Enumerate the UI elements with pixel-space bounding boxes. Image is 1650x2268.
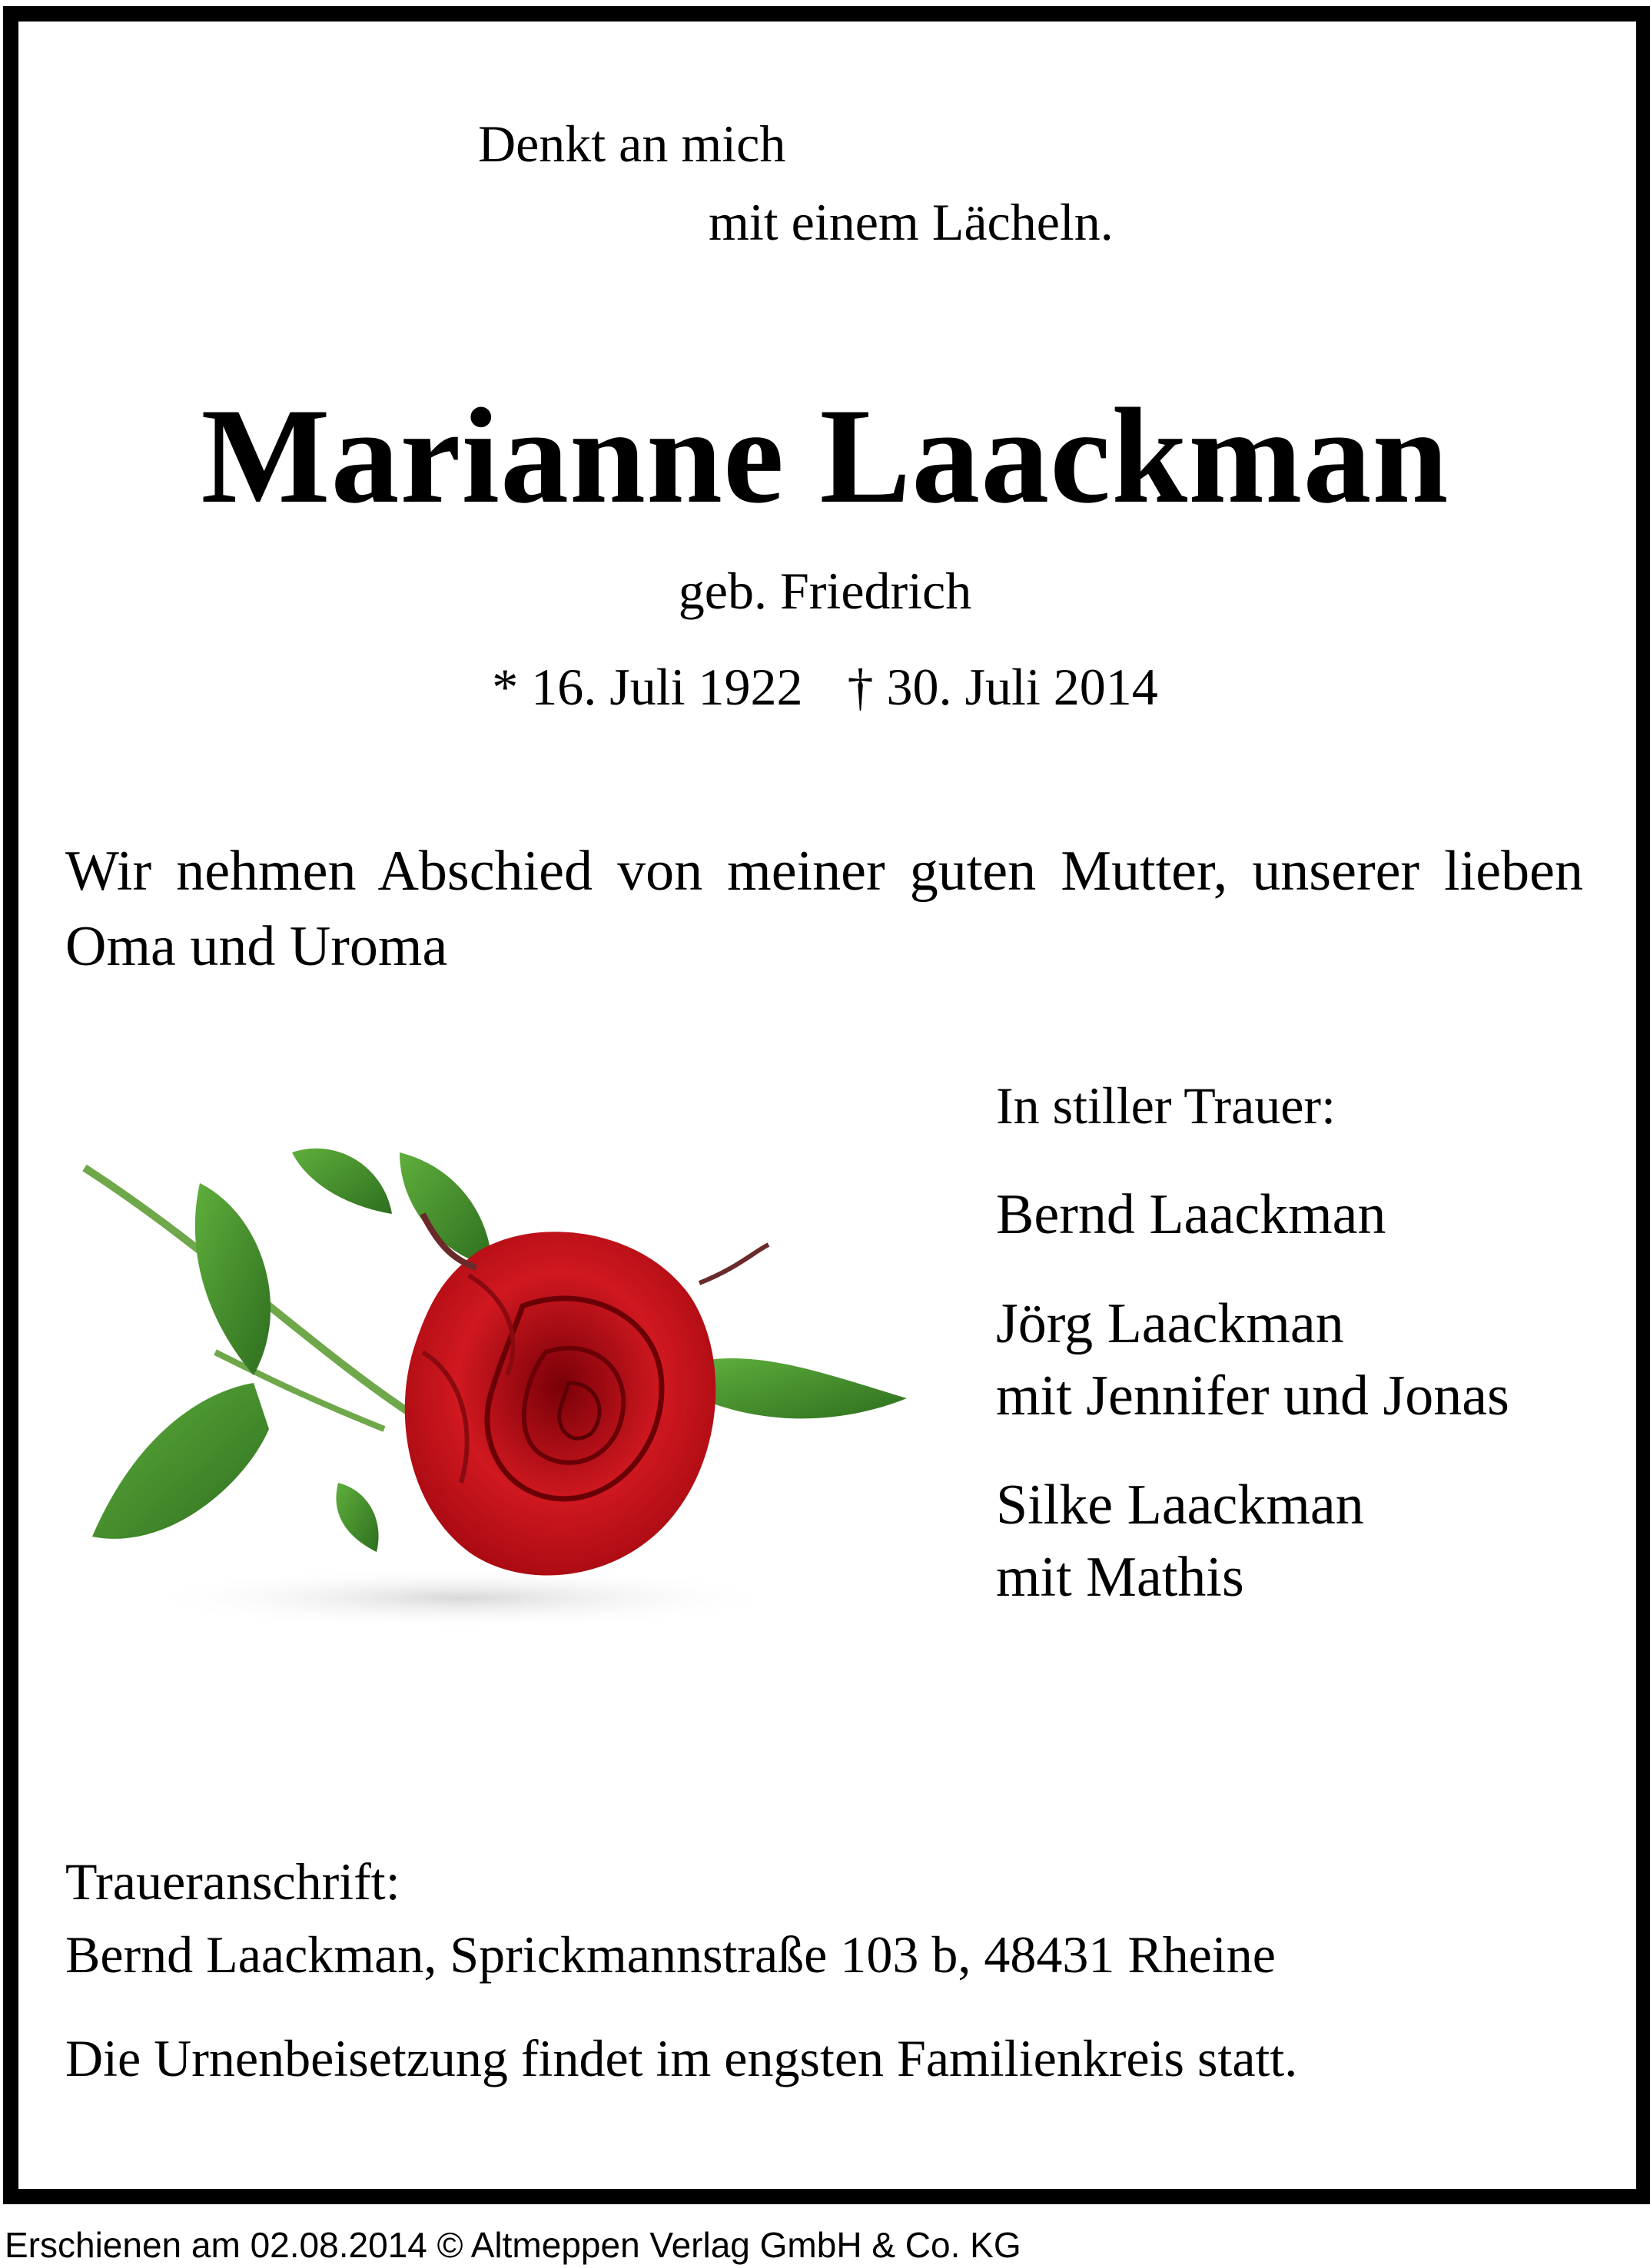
publication-footer: Erschienen am 02.08.2014 © Altmeppen Verlag GmbH & Co. KG xyxy=(5,2225,1021,2265)
death-date: † 30. Juli 2014 xyxy=(847,658,1158,716)
mourners-list xyxy=(996,1069,1509,1650)
birth-date: * 16. Juli 1922 xyxy=(492,658,803,716)
deceased-name: Marianne Laackman xyxy=(201,380,1449,532)
red-rose-image xyxy=(61,1122,915,1660)
life-dates xyxy=(0,657,1650,718)
leaf-2 xyxy=(92,1383,269,1539)
motto-line-2: mit einem Lächeln. xyxy=(709,193,1114,251)
address-label: Traueranschrift: xyxy=(65,1852,400,1911)
mourner-companions: mit Jennifer und Jonas xyxy=(996,1364,1509,1427)
birth-name: geb. Friedrich xyxy=(678,562,972,620)
leaf-4 xyxy=(292,1149,392,1214)
farewell-text: Wir nehmen Abschied von meiner guten Mutter, unserer lieben Oma und Uroma xyxy=(65,840,1583,978)
mourner-group xyxy=(996,1179,1509,1251)
mourner-name: Bernd Laackman xyxy=(996,1183,1386,1246)
burial-note: Die Urnenbeisetzung findet im engsten Familienkreis statt. xyxy=(65,2029,1298,2087)
mourners-heading: In stiller Trauer: xyxy=(996,1076,1336,1135)
mourner-name: Silke Laackman xyxy=(996,1474,1364,1537)
leaf-1 xyxy=(195,1183,271,1375)
mourner-group xyxy=(996,1288,1509,1432)
mourner-companions: mit Mathis xyxy=(996,1546,1244,1609)
address-text: Bernd Laackman, Sprickmannstraße 103 b, 48431 Rheine xyxy=(65,1925,1276,1984)
mourner-group xyxy=(996,1469,1509,1613)
leaf-5 xyxy=(699,1358,907,1418)
motto-line-1: Denkt an mich xyxy=(478,114,786,173)
leaf-6 xyxy=(336,1483,378,1552)
mourner-name: Jörg Laackman xyxy=(996,1292,1344,1355)
